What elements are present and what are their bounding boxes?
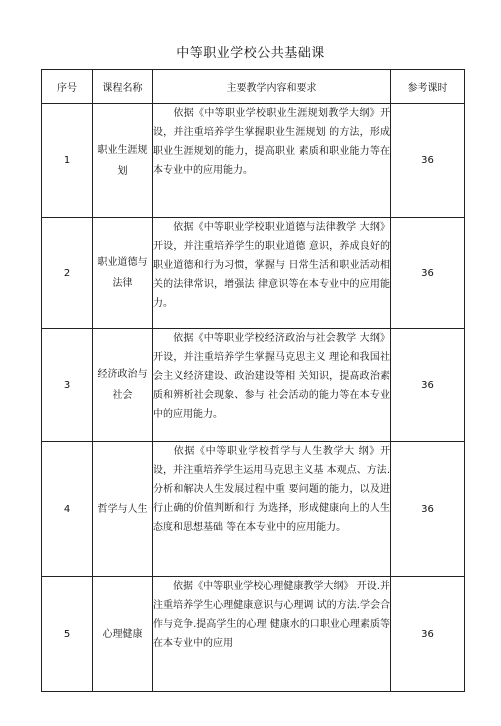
course-name: 职业道德与法律: [93, 218, 153, 329]
table-header-row: [42, 70, 465, 104]
row-number: 3: [42, 329, 93, 442]
course-name: 职业生涯规划: [93, 104, 153, 218]
course-content: 依据《中等职业学校哲学与人生教学大 纲》开设，并注重培养学生运用马克思主义基 本观点、方法.分析和解决人生发展过程中重 要问题的能力，以及进行止确的价值判断和行 为选择，形成健康向上的人生态度和思想基础 等在本专业中的应用能力。: [153, 442, 391, 577]
course-content: 依据《中等职业学校职业生涯规划教学大纲》开设，并注重培养学生掌握职业生涯规划 的方法，形成职业生涯规划的能力，提高职业 素质和职业能力等在本专业中的应用能力。: [153, 104, 391, 218]
course-hours: 36: [391, 442, 465, 577]
table-row: [42, 442, 465, 577]
course-hours: 36: [391, 577, 465, 692]
course-name: 哲学与人生: [93, 442, 153, 577]
table-row: [42, 577, 465, 692]
row-number: 5: [42, 577, 93, 692]
table-row: [42, 329, 465, 442]
course-table: [41, 69, 465, 692]
table-row: [42, 104, 465, 218]
row-number: 1: [42, 104, 93, 218]
column-header-number: 序号: [42, 70, 93, 104]
row-number: 4: [42, 442, 93, 577]
table-row: [42, 218, 465, 329]
page-title: 中等职业学校公共基础课: [176, 46, 325, 61]
course-hours: 36: [391, 104, 465, 218]
column-header-hours: 参考课时: [391, 70, 465, 104]
course-hours: 36: [391, 329, 465, 442]
row-number: 2: [42, 218, 93, 329]
course-name: 经济政治与社会: [93, 329, 153, 442]
course-hours: 36: [391, 218, 465, 329]
course-name: 心理健康: [93, 577, 153, 692]
course-content: 依据《中等职业学校职业道德与法律教学 大纲》开设，并注重培养学生的职业道德 意识，养成良好的职业道德和行为习惯，掌握与 日常生活和职业活动相关的法律常识，增强法 律意识等在本专业中的应用能力。: [153, 218, 391, 329]
course-content: 依据《中等职业学校经济政治与社会教学 大纲》开设，并注重培养学生掌握马克思主义 理论和我国社会主义经济建设、政治建设等相 关知识，提髙政治素质和辨析社会现象、参与 社会活动的能力等在本专业中的应用能力。: [153, 329, 391, 442]
column-header-course-name: 课程名称: [93, 70, 153, 104]
course-content: 依据《中等职业学校心理健康教学大纲》 开设.并注重培养学生心理健康意识与心理调 试的方法.学会合作与竞争.提高学生的心理 健康水的口职业心理素质等在本专业中的应用: [153, 577, 391, 692]
column-header-content: 主要教学内容和要求: [153, 70, 391, 104]
